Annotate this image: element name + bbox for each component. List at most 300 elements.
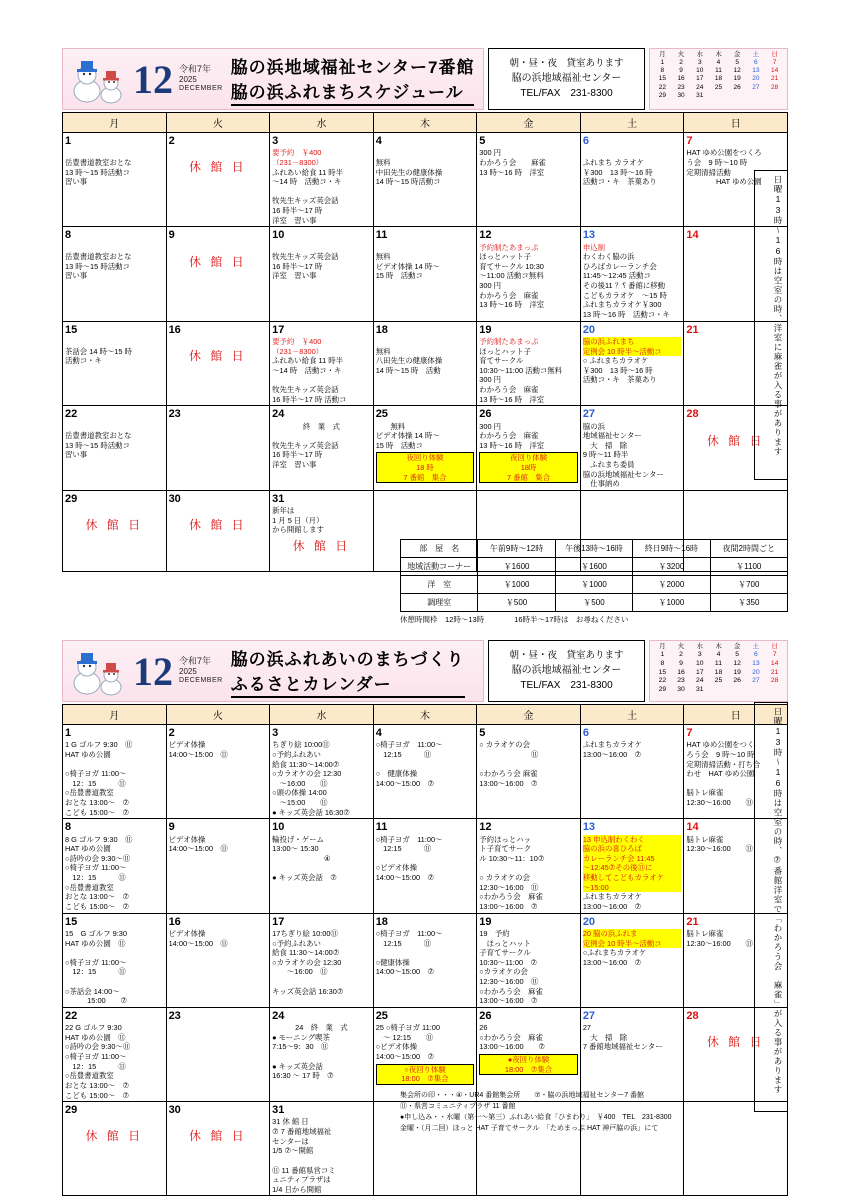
day-event-line: 予約ほっとハッ — [479, 834, 531, 844]
day-event-line — [583, 148, 682, 158]
schedule-title: 脇の浜ふれまちスケジュール — [231, 78, 475, 106]
closed-label: 休 館 日 — [85, 1129, 144, 1144]
day-event-line: ～ 12:15 ⑪ — [375, 1032, 434, 1042]
calendar-day-cell[interactable] — [580, 819, 684, 913]
fee-cell: ￥1000 — [555, 576, 632, 594]
mini-day: 9 — [679, 659, 683, 667]
calendar-day-cell[interactable] — [477, 725, 581, 819]
day-event-line: 習い事 — [65, 177, 88, 187]
day-number: 13 — [582, 229, 596, 242]
day-event-line: こども 15:00～ ⑦ — [65, 901, 130, 911]
day-event-line: 7:15～9：30 ⑪ — [272, 1042, 329, 1052]
contact-center-name-2: 脇の浜地域福祉センター — [511, 665, 622, 677]
day-number: 11 — [375, 229, 388, 242]
calendar-week-row — [63, 133, 788, 227]
day-note-title: 終 業 式 — [302, 421, 340, 431]
night-patrol-line: 夜回り体験 — [406, 453, 444, 463]
calendar-day-cell[interactable] — [580, 406, 684, 491]
calendar-day-cell[interactable] — [63, 133, 167, 227]
fee-cell: ￥1100 — [710, 558, 787, 576]
mini-day: 15 — [658, 75, 666, 83]
legend-line-1: 集会所の印・・・④・UR4 番館集会所 ⑦・脇の浜地域福祉センター7 番館 — [400, 1092, 645, 1099]
header-title-panel — [62, 48, 484, 110]
highlight-event-line: 移動してこどもカラオケ — [583, 873, 682, 883]
day-event-line — [65, 977, 164, 987]
legend-line-2: ⑪・県営コミュニティプラザ 11 番館 — [400, 1102, 516, 1110]
day-event-line: ○予約ふれあい — [272, 938, 321, 948]
mini-day: 7 — [772, 59, 777, 67]
day-event-line: ○椅子ヨガ 11:00～ — [375, 928, 443, 938]
day-event-line: 1/5 ⑦～開館 — [272, 1146, 314, 1156]
day-event-line — [272, 977, 371, 987]
day-event-line: 新年は — [272, 506, 295, 516]
day-number: 17 — [272, 323, 285, 336]
calendar-day-cell[interactable] — [270, 321, 374, 406]
calendar-day-cell[interactable] — [270, 1102, 374, 1196]
day-event-line: 27 — [582, 1023, 592, 1033]
day-event-line: ～16:00 ⑪ — [272, 967, 328, 977]
calendar-day-cell[interactable] — [477, 227, 581, 321]
day-event-line: ○健康体操 — [375, 957, 410, 967]
day-event-line: おとな 13:00～ ⑦ — [65, 892, 130, 902]
weekday-wed: 水 — [270, 113, 374, 133]
calendar-day-cell[interactable] — [270, 1007, 374, 1101]
day-event-line — [65, 760, 164, 770]
day-event-line: 1/4 日から開館 — [272, 1184, 322, 1194]
day-event-line — [65, 243, 164, 253]
mini-head: 月 — [659, 51, 666, 58]
day-event-line: 9 時～11 時半 — [582, 450, 629, 460]
day-event-line: ④ — [272, 853, 331, 863]
day-event-line — [272, 187, 371, 197]
day-event-line: ～11:00 活動コ無料 — [479, 271, 544, 281]
day-event-line: 13:00～16:00 ⑦ — [582, 901, 642, 911]
calendar-title: ふるさとカレンダー — [231, 670, 465, 698]
night-patrol-box — [479, 1054, 578, 1075]
mini-day: 13 — [752, 659, 760, 667]
fee-header: 部 屋 名 — [401, 540, 478, 558]
day-event-line: 7 番館地域福祉センター — [582, 1042, 663, 1052]
calendar-day-cell[interactable] — [166, 321, 270, 406]
day-number: 29 — [65, 492, 78, 505]
fee-cell: ￥1600 — [478, 558, 555, 576]
day-number: 29 — [65, 1104, 78, 1117]
mini-day: 4 — [716, 59, 721, 67]
day-event-line: ⑪ 11 番館県営コミ — [272, 1165, 336, 1175]
day-number: 16 — [168, 915, 181, 928]
calendar-day-cell[interactable] — [166, 913, 270, 1007]
day-event-line: 岳豊書道教室おとな — [65, 431, 132, 441]
mini-head: 金 — [733, 51, 741, 58]
mini-day: 21 — [770, 668, 779, 676]
contact-center-name: 脇の浜地域福祉センター — [511, 73, 622, 85]
calendar-day-cell[interactable] — [477, 1007, 581, 1101]
year-block-2 — [179, 656, 223, 686]
mini-day: 27 — [752, 83, 760, 91]
day-event-line: 育てサークル 10:30 — [479, 261, 544, 271]
day-event-line: HAT ゆめ公園 — [65, 749, 111, 759]
day-number: 26 — [479, 1009, 492, 1022]
mini-day — [747, 92, 766, 100]
mini-day: 15 — [658, 668, 667, 676]
day-event-line: 12：15 ⑪ — [65, 873, 126, 883]
weekday-fri: 金 — [477, 705, 581, 725]
mini-day: 29 — [658, 91, 666, 99]
english-month: DECEMBER — [179, 85, 223, 93]
day-event-line: 育てサークル — [479, 356, 524, 366]
calendar-day-cell[interactable] — [580, 1007, 684, 1101]
calendar-day-cell[interactable] — [580, 913, 684, 1007]
calendar-week-row — [63, 725, 788, 819]
calendar-day-cell[interactable] — [580, 227, 684, 321]
day-event-line: 活動コ・キ — [65, 356, 102, 366]
day-event-line: 八田先生の健康体操 — [375, 356, 443, 366]
day-event-line: 12:15 ⑪ — [375, 749, 432, 759]
calendar-day-cell[interactable] — [373, 725, 477, 819]
day-event-line: 洋室 習い事 — [272, 271, 317, 281]
mini-day: 22 — [658, 677, 667, 685]
day-number: 4 — [375, 727, 382, 739]
day-event-line: 15:00 ⑦ — [65, 996, 128, 1006]
mini-head: 木 — [715, 51, 722, 58]
day-number: 14 — [686, 821, 699, 834]
calendar-day-cell[interactable] — [270, 819, 374, 913]
day-event-line: 牧先生キッズ英会話 — [272, 252, 339, 262]
calendar-day-cell[interactable] — [477, 321, 581, 406]
day-event-line: ほっとハット子 — [479, 252, 531, 262]
day-event-line: 無料 — [375, 157, 391, 167]
calendar-day-cell[interactable] — [63, 1102, 167, 1196]
calendar-day-cell[interactable] — [373, 913, 477, 1007]
day-number: 28 — [686, 1009, 699, 1022]
calendar-day-cell[interactable] — [63, 490, 167, 571]
title-group-2 — [231, 645, 465, 698]
calendar-day-cell[interactable] — [477, 819, 581, 913]
day-event-line: 12:15 ⑪ — [375, 844, 432, 854]
day-event-line: 13 時～16 時 洋室 — [479, 440, 545, 450]
day-number: 2 — [168, 135, 175, 147]
mini-day: 2 — [679, 651, 683, 659]
day-event-line: 12:30～16:00 ⑪ — [686, 798, 753, 808]
month-number-2: 12 — [133, 648, 173, 694]
fee-table-wrap — [400, 539, 788, 625]
day-event-line: センターは — [272, 1136, 309, 1146]
mini-head: 水 — [696, 643, 703, 650]
mini-day: 3 — [697, 651, 702, 659]
closed-label: 休 館 日 — [85, 518, 144, 533]
day-event-line: その後؟？ 11 番館に移動 — [582, 281, 666, 291]
weekday-sun: 日 — [684, 705, 788, 725]
weekday-tue: 火 — [166, 705, 270, 725]
day-event-line — [376, 854, 475, 864]
calendar-day-cell[interactable] — [373, 406, 477, 491]
day-event-line: 12:30～16:00 ⑪ — [479, 882, 539, 892]
day-event-line: 脳トレ麻雀 — [686, 928, 724, 938]
weekday-sun: 日 — [684, 113, 788, 133]
day-number: 21 — [686, 323, 699, 336]
fee-cell: ￥1600 — [555, 558, 632, 576]
day-event-line: 脇の浜 — [582, 421, 605, 431]
day-event-line: 14:00～15:00 ⑪ — [168, 749, 228, 759]
day-number: 4 — [375, 135, 382, 147]
calendar-week-row — [63, 227, 788, 321]
calendar-day-cell[interactable] — [63, 819, 167, 913]
day-number: 14 — [686, 229, 699, 242]
calendar-day-cell[interactable] — [373, 227, 477, 321]
era-year: 令和7年 — [179, 64, 212, 74]
day-event-line: 13:00～16:00 ⑦ — [479, 996, 538, 1006]
mini-day: 19 — [733, 75, 741, 83]
day-event-line: ～14 時 活動コ・キ — [272, 365, 342, 375]
gregorian-year-2: 2025 — [179, 667, 197, 677]
day-number: 24 — [272, 1009, 285, 1022]
day-number: 3 — [272, 135, 279, 147]
day-number: 3 — [272, 727, 279, 739]
day-event-line: 輪投げ・ゲーム — [272, 834, 324, 844]
day-number: 31 — [272, 1104, 285, 1117]
day-event-line: 給食 11:30～14:00⑦ — [272, 759, 340, 769]
day-event-line: 12：15 ⑪ — [65, 967, 126, 977]
day-event-line: 牧先生キッズ英会話 — [272, 196, 339, 206]
mini-head: 日 — [771, 51, 778, 58]
day-event-line: ○椅子ヨガ 11:00～ — [65, 1052, 127, 1062]
calendar-day-cell[interactable] — [166, 227, 270, 321]
day-event-line: わくわく脇の浜 — [582, 252, 635, 262]
day-number: 11 — [375, 821, 388, 834]
mini-calendar-2 — [649, 640, 788, 702]
calendar-day-cell[interactable] — [270, 406, 374, 491]
closed-label: 休 館 日 — [189, 518, 247, 533]
day-event-line: 脳トレ麻雀 — [686, 788, 724, 798]
mini-day: 24 — [695, 677, 704, 685]
mini-day: 23 — [677, 677, 685, 685]
closed-label: 休 館 日 — [706, 1035, 765, 1050]
day-number: 23 — [168, 408, 181, 421]
calendar-day-cell[interactable] — [63, 321, 167, 406]
calendar-week-row — [63, 406, 788, 491]
day-event-line: 13:00～16:00 ⑦ — [582, 957, 642, 967]
mini-day: 29 — [658, 685, 667, 693]
day-event-line: 13:00～16:00 ⑦ — [582, 749, 642, 759]
fee-cell: ￥500 — [478, 594, 555, 612]
weekday-mon: 月 — [63, 705, 167, 725]
mini-head: 火 — [677, 643, 685, 650]
mini-day: 11 — [714, 659, 722, 667]
day-event-line: 14:00～15:00 ⑦ — [375, 1052, 435, 1062]
day-event-line: ト子育てサーク — [479, 844, 531, 854]
day-event-line — [65, 148, 164, 158]
day-event-line: ○カラオケの会 12:30 — [272, 957, 342, 967]
day-event-line: 15 G ゴルフ 9:30 — [65, 928, 128, 938]
calendar-day-cell[interactable] — [63, 227, 167, 321]
day-event-line: ○ 健康体操 — [375, 769, 418, 779]
day-event-line: 13:00～ 15:30 — [272, 844, 319, 854]
calendar-day-cell[interactable] — [166, 1102, 270, 1196]
calendar-day-cell[interactable] — [477, 133, 581, 227]
calendar-day-cell[interactable] — [373, 133, 477, 227]
day-event-line: HAT ゆめ公園 ⑪ — [65, 938, 126, 948]
day-event-line: ○岳豊書道教室 — [65, 1071, 114, 1081]
day-event-line: 牧先生キッズ英会話 — [272, 385, 339, 395]
day-number: 6 — [582, 727, 589, 739]
calendar-week-row — [63, 819, 788, 913]
day-event-line: ふれまちカラオケ￥300 — [582, 300, 662, 310]
highlight-event-line: ～12:45⑦その後⑪に — [583, 863, 682, 873]
calendar-day-cell[interactable] — [270, 227, 374, 321]
day-event-line: 13 時～15 時活動コ — [65, 261, 130, 271]
day-number: 27 — [582, 1009, 596, 1022]
day-number: 6 — [582, 135, 589, 147]
day-number: 8 — [65, 821, 72, 834]
calendar-day-cell[interactable] — [477, 913, 581, 1007]
day-event-line: 14:00～15:00 ⑪ — [168, 938, 228, 948]
calendar-day-cell[interactable] — [166, 133, 270, 227]
day-event-line: ○岳豊書道教室 — [65, 882, 114, 892]
mini-day: 31 — [695, 685, 704, 693]
night-patrol-line: 18時 — [520, 463, 537, 473]
legend-footer — [400, 1091, 788, 1134]
org-name: 脇の浜ふれあいのまちづくり — [230, 649, 465, 669]
calendar-day-cell[interactable] — [63, 913, 167, 1007]
day-number: 8 — [65, 229, 72, 242]
closed-label: 休 館 日 — [189, 1129, 247, 1144]
day-event-line: 中田先生の健康体操 — [375, 167, 443, 177]
mini-head: 日 — [771, 643, 778, 650]
calendar-day-cell[interactable] — [166, 1007, 270, 1101]
day-event-line — [272, 431, 371, 441]
mini-day: 17 — [695, 668, 704, 676]
calendar-day-cell[interactable] — [270, 725, 374, 819]
day-event-line: 子育てサークル — [479, 948, 531, 958]
calendar-day-cell[interactable] — [580, 725, 684, 819]
day-event-line: 11:45～12:45 活動コ — [582, 271, 651, 281]
calendar-day-cell[interactable] — [63, 1007, 167, 1101]
calendar-day-cell[interactable] — [373, 321, 477, 406]
calendar-day-cell[interactable] — [477, 406, 581, 491]
calendar-day-cell[interactable] — [580, 133, 684, 227]
day-event-line: ○茶話会 14:00～ — [65, 986, 120, 996]
day-event-line: 13 時～16 時 洋室 — [479, 394, 545, 404]
day-number: 25 — [375, 408, 388, 421]
calendar-day-cell[interactable] — [580, 321, 684, 406]
day-event-line: 岳豊書道教室おとな — [65, 252, 132, 262]
day-event-line: 13 時～16 時 活動コ・キ — [582, 309, 670, 319]
calendar-day-cell[interactable] — [270, 913, 374, 1007]
day-event-line: ○椅子ヨガ 11:00～ — [65, 863, 127, 873]
month-number: 12 — [133, 56, 173, 102]
day-number: 30 — [168, 492, 181, 505]
highlight-event-line: 脇の浜の喜ひろば — [583, 844, 682, 854]
day-event-line: ○ ふれまちカラオケ — [582, 356, 649, 366]
fee-table — [400, 539, 788, 612]
fee-cell: ￥700 — [710, 576, 787, 594]
day-number: 27 — [582, 408, 596, 421]
calendar-day-cell[interactable] — [270, 133, 374, 227]
mini-calendar — [649, 48, 788, 110]
day-event-line: わかろう会 麻雀 — [479, 385, 539, 395]
day-event-line: 茶話会 14 時～15 時 — [65, 346, 132, 356]
calendar-day-cell[interactable] — [63, 406, 167, 491]
day-event-line: ○わかろう会 麻雀 — [479, 892, 543, 902]
mini-day — [728, 686, 747, 695]
mini-day: 12 — [733, 67, 741, 75]
day-number: 15 — [65, 915, 78, 928]
highlight-event-line: カレーランチ会 11:45 — [583, 854, 682, 864]
day-event-line: こどもカラオケ ～15 時 — [582, 290, 667, 300]
weekday-header-row-2 — [63, 705, 788, 725]
mini-day: 14 — [770, 659, 779, 667]
day-event-line: ○岳豊書道教室 — [65, 788, 114, 798]
day-event-line — [65, 948, 164, 958]
day-event-line: ～14 時 活動コ・キ — [272, 177, 342, 187]
day-event-line: 習い事 — [65, 450, 88, 460]
mini-day: 19 — [733, 668, 741, 676]
calendar-day-cell[interactable] — [373, 819, 477, 913]
day-event-line: ふれまちカラオケ — [582, 740, 642, 750]
calendar-day-cell[interactable] — [166, 490, 270, 571]
day-event-line: ○わかろう会 麻雀 — [479, 1032, 543, 1042]
day-event-line: 14:00～15:00 ⑦ — [375, 873, 435, 883]
weekday-fri: 金 — [477, 113, 581, 133]
mini-day: 2 — [679, 59, 683, 67]
day-event-line: HAT ゆめ公園 ⑪ — [65, 1032, 126, 1042]
calendar-day-cell[interactable] — [166, 406, 270, 491]
center-name: 脇の浜地域福祉センター7番館 — [230, 57, 475, 77]
day-event-line: 岳豊書道教室おとな — [65, 157, 132, 167]
day-event-line: 14:00～15:00 ⑪ — [168, 844, 228, 854]
day-event-line: わかろう会 麻雀 — [479, 290, 539, 300]
mini-day: 26 — [733, 677, 741, 685]
mini-day: 1 — [660, 59, 665, 67]
mini-day: 13 — [752, 67, 760, 75]
day-event-line — [272, 243, 371, 253]
day-event-line: ろう会 9 時～10 時 — [686, 749, 755, 759]
mini-day: 20 — [752, 668, 760, 676]
day-event-line: 無料 — [375, 346, 391, 356]
day-number: 16 — [168, 323, 181, 336]
day-event-line: ～16:00 ⑪ — [272, 778, 328, 788]
day-event-line: 22 G ゴルフ 9:30 — [65, 1023, 122, 1033]
calendar-day-cell[interactable] — [270, 490, 374, 571]
day-number: 12 — [479, 821, 492, 834]
night-patrol-box — [376, 1064, 475, 1085]
day-event-line: 16 時半～17 時 — [272, 450, 323, 460]
night-patrol-line: 18:00 ⑦集合 — [401, 1074, 449, 1084]
mini-day: 27 — [752, 677, 760, 685]
contact-tel: TEL/FAX 231-8300 — [520, 88, 613, 100]
calendar-day-cell[interactable] — [373, 1007, 477, 1101]
mini-day: 28 — [770, 83, 779, 91]
calendar-day-cell[interactable] — [166, 819, 270, 913]
day-event-line: 13:00～16:00 ⑦ — [479, 901, 538, 911]
side-note-1: 日曜13時～16時は空室の時、洋室に麻雀が入る事があります — [754, 170, 788, 480]
day-note-head: 予約制たあまっぷ — [479, 336, 539, 346]
day-event-line: 15 時 活動コ — [375, 440, 423, 450]
day-event-line: ほっとハット子 — [479, 346, 531, 356]
closed-label: 休 館 日 — [189, 254, 247, 269]
calendar-day-cell[interactable] — [166, 725, 270, 819]
day-event-line: 12：15 ⑪ — [65, 1061, 126, 1071]
closed-label: 休 館 日 — [706, 433, 765, 448]
fee-room: 洋 室 — [401, 576, 478, 594]
day-event-line: ひろばカレーランチ会 — [582, 261, 657, 271]
mini-day: 24 — [696, 83, 704, 91]
day-number: 1 — [65, 135, 72, 147]
calendar-day-cell[interactable] — [63, 725, 167, 819]
day-number: 19 — [479, 323, 492, 336]
mini-day: 10 — [696, 67, 704, 75]
day-event-line: 12:30～16:00 ⑪ — [686, 938, 753, 948]
